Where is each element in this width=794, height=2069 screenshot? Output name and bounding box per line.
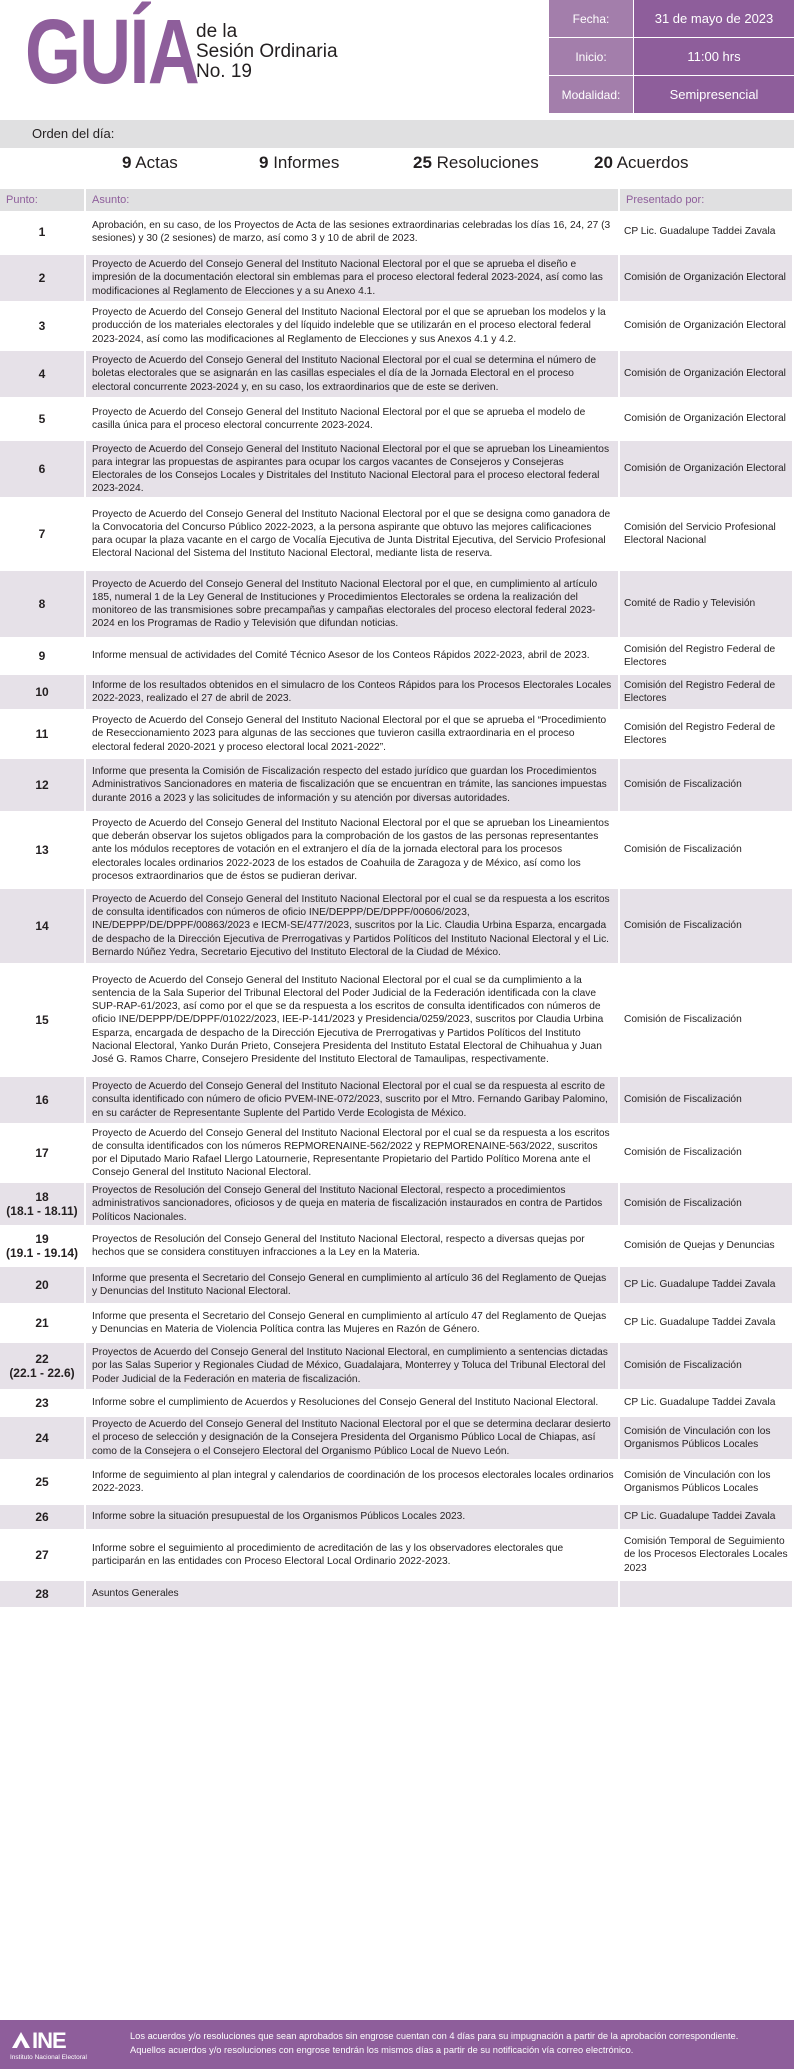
row-punto-number: 10 [35,685,49,699]
row-presentado: Comisión de Organización Electoral [620,255,792,301]
row-punto [0,889,84,963]
count-informes [259,148,339,178]
row-presentado: CP Lic. Guadalupe Taddei Zavala [620,1267,792,1303]
row-presentado: Comisión de Fiscalización [620,965,792,1075]
row-asunto: Proyecto de Acuerdo del Consejo General del Instituto Nacional Electoral por el que se aprueban los modelos y la producción de los materiales electorales y del líquido indeleble que se utilizarán en el proceso electoral federal 2023-2024, así como las modificaciones al Reglamento de Elecciones y sus Anexos 4.1 y 4.2. [86,303,618,349]
ine-logo-mark [10,2028,66,2054]
row-punto-number: 14 [35,919,49,933]
row-presentado: Comisión de Vinculación con los Organismos Públicos Locales [620,1461,792,1503]
table-row [0,303,794,351]
row-punto-number: 4 [38,367,46,381]
row-punto-number: 7 [38,527,46,541]
row-asunto: Proyectos de Acuerdo del Consejo General del Instituto Nacional Electoral, en cumplimiento a sentencias dictadas por las Salas Superior y Regionales Ciudad de México, Guadalajara, Monterrey y Toluca del Tribunal Electoral del Poder Judicial de la Federación en materia de fiscalización. [86,1343,618,1389]
ine-logo [10,2026,120,2064]
count-acuerdos [594,148,689,178]
row-punto [0,1305,84,1341]
agenda-table [0,189,794,1609]
header-punto: Punto: [0,189,84,211]
row-presentado: Comisión de Organización Electoral [620,303,792,349]
row-presentado: Comisión del Servicio Profesional Electoral Nacional [620,499,792,569]
row-punto [0,1461,84,1503]
table-row [0,1183,794,1227]
row-punto-number: 1 [38,225,46,239]
row-asunto: Proyecto de Acuerdo del Consejo General del Instituto Nacional Electoral por el cual se da respuesta al escrito de consulta identificado con número de oficio PVEM-INE-072/2023, suscrito por el Mtro. Fernando Garibay Palomino, en su carácter de Representante Suplente del Partido Verde Ecologista de México. [86,1077,618,1123]
row-asunto: Informe que presenta la Comisión de Fiscalización respecto del estado jurídico que guardan los Procedimientos Administrativos Sancionadores en materia de fiscalización que se encuentran en trámite, las sanciones impuestas durante 2016 a 2023 y las solicitudes de información y su atención por diversas autoridades. [86,759,618,811]
row-presentado: Comité de Radio y Televisión [620,571,792,637]
row-presentado: Comisión de Fiscalización [620,1125,792,1181]
row-presentado: Comisión del Registro Federal de Electores [620,711,792,757]
row-punto [0,1227,84,1265]
row-punto [0,1125,84,1181]
count-label: Acuerdos [616,153,689,172]
row-presentado: Comisión de Fiscalización [620,1343,792,1389]
table-row [0,1391,794,1417]
header [0,0,794,114]
table-row [0,1343,794,1391]
row-asunto: Proyecto de Acuerdo del Consejo General del Instituto Nacional Electoral por el que se aprueba el “Procedimiento de Reseccionamiento 2023 para algunas de las secciones que tuvieron casilla extraordinaria en el proceso electoral federal 2020-2021 y proceso electoral local 2021-2022”. [86,711,618,757]
table-header [0,189,794,211]
table-row [0,889,794,965]
agenda-counts [0,148,794,178]
footer [0,2020,794,2069]
row-presentado: CP Lic. Guadalupe Taddei Zavala [620,1505,792,1529]
table-row [0,1267,794,1305]
agenda-label: Orden del día: [32,126,115,141]
row-punto-number: 17 [35,1146,49,1160]
count-label: Informes [273,153,340,172]
table-row [0,499,794,571]
row-punto-number: 12 [35,778,49,792]
row-punto-number: 16 [35,1093,49,1107]
row-punto [0,639,84,673]
row-asunto: Aprobación, en su caso, de los Proyectos de Acta de las sesiones extraordinarias celebradas los días 16, 24, 27 (3 sesiones) y 30 (2 sesiones) de marzo, así como 3 y 10 de abril de 2023. [86,211,618,253]
row-punto [0,211,84,253]
info-row-inicio [549,38,794,76]
row-punto [0,1267,84,1303]
info-row-modalidad [549,76,794,114]
row-punto [0,965,84,1075]
count-label: Actas [135,153,178,172]
row-punto [0,351,84,397]
row-presentado: Comisión del Registro Federal de Electores [620,675,792,709]
row-punto-number: 23 [35,1396,49,1410]
row-asunto: Informe mensual de actividades del Comité Técnico Asesor de los Conteos Rápidos 2022-2023, abril de 2023. [86,639,618,673]
row-punto-number: 2 [38,271,46,285]
row-punto-number: 20 [35,1278,49,1292]
row-punto-number: 28 [35,1587,49,1601]
row-punto-number: 18 [35,1190,49,1204]
header-presentado: Presentado por: [620,189,792,211]
footer-note [130,2029,790,2057]
row-punto [0,1581,84,1607]
row-punto [0,1417,84,1459]
table-row [0,1125,794,1183]
info-label: Inicio: [549,38,633,75]
row-presentado: Comisión de Fiscalización [620,759,792,811]
row-asunto: Proyecto de Acuerdo del Consejo General del Instituto Nacional Electoral por el cual se da cumplimiento a la sentencia de la Sala Superior del Tribunal Electoral del Poder Judicial de la Federación identificada con la clave SUP-RAP-61/2023, así como por el que se da respuesta a los escritos de consulta identificados con números de oficio INE/DEPPP/DE/DPPF/01022/2023, IEE-P-141/2023 y Presidencia/0259/2023, suscritos por Claudia Urbina Esparza, encargada de despacho de la Dirección Ejecutiva de Prerrogativas y Partidos Políticos del Instituto Nacional Electoral, Yanko Durán Prieto, Consejera Presidenta del Instituto Estatal Electoral de Chihuahua y Juan José G. Ramos Charre, Consejero Presidente del Instituto Electoral de Tamaulipas, respectivamente. [86,965,618,1075]
row-presentado: CP Lic. Guadalupe Taddei Zavala [620,1305,792,1341]
table-row [0,255,794,303]
table-row [0,1417,794,1461]
row-asunto: Informe que presenta el Secretario del Consejo General en cumplimiento al artículo 47 del Reglamento de Quejas y Denuncias en Materia de Violencia Política contra las Mujeres en Razón de Género. [86,1305,618,1341]
row-punto-number: 26 [35,1510,49,1524]
row-presentado: Comisión de Organización Electoral [620,351,792,397]
row-presentado: Comisión de Fiscalización [620,1183,792,1225]
row-punto [0,1391,84,1415]
row-asunto: Proyecto de Acuerdo del Consejo General del Instituto Nacional Electoral por el cual se determina el número de boletas electorales que se asignarán en las casillas especiales el día de la Jornada Electoral en el proceso electoral concurrente 2023-2024 y, en su caso, los extraordinarios que de este se deriven. [86,351,618,397]
agenda-label-bar [0,120,794,148]
row-presentado: Comisión de Vinculación con los Organismos Públicos Locales [620,1417,792,1459]
row-punto [0,399,84,439]
session-subtitle [196,22,338,82]
row-presentado: CP Lic. Guadalupe Taddei Zavala [620,1391,792,1415]
row-punto [0,1505,84,1529]
row-asunto: Informe de los resultados obtenidos en el simulacro de los Conteos Rápidos para los Procesos Electorales Locales 2022-2023, realizado el 27 de abril de 2023. [86,675,618,709]
row-punto-range: (19.1 - 19.14) [5,1246,79,1260]
row-punto-number: 5 [38,412,46,426]
count-actas [122,148,178,178]
table-row [0,675,794,711]
info-value: 31 de mayo de 2023 [633,0,794,37]
row-punto-range: (22.1 - 22.6) [9,1366,75,1380]
table-row [0,1581,794,1609]
table-row [0,211,794,255]
row-asunto: Asuntos Generales [86,1581,618,1607]
subtitle-line-1: de la [196,21,238,42]
table-row [0,1461,794,1505]
row-asunto: Proyecto de Acuerdo del Consejo General del Instituto Nacional Electoral por el que se designa como ganadora de la Convocatoria del Concurso Público 2022-2023, a la persona aspirante que obtuvo las mejores calificaciones para ocupar la plaza vacante en el cargo de Vocalía Ejecutiva de Junta Distrital Ejecutiva, del Servicio Profesional Electoral Nacional del Sistema del Instituto Nacional Electoral, mediante lista de reserva. [86,499,618,569]
row-presentado: CP Lic. Guadalupe Taddei Zavala [620,211,792,253]
table-row [0,441,794,499]
info-label: Fecha: [549,0,633,37]
row-punto-number: 15 [35,1013,49,1027]
footer-note-line-2: Aquellos acuerdos y/o resoluciones con engrose tendrán los mismos días a partir de su notificación vía correo electrónico. [130,2045,634,2055]
count-resoluciones [413,148,539,178]
row-punto-number: 6 [38,462,46,476]
subtitle-line-2: Sesión Ordinaria [196,41,338,62]
row-asunto: Informe sobre el cumplimiento de Acuerdos y Resoluciones del Consejo General del Instituto Nacional Electoral. [86,1391,618,1415]
table-row [0,711,794,759]
row-punto-number: 21 [35,1316,49,1330]
row-punto-number: 19 [35,1232,49,1246]
row-asunto: Proyecto de Acuerdo del Consejo General del Instituto Nacional Electoral por el cual se da respuesta a los escritos de consulta identificados con los números REPMORENAINE-562/2022 y REPMORENAINE-563/2022, suscritos por el Diputado Mario Rafael Llergo Latournerie, Representante Propietario del Partido Político Morena ante el Consejo General del Instituto Nacional Electoral. [86,1125,618,1181]
row-asunto: Proyecto de Acuerdo del Consejo General del Instituto Nacional Electoral por el que, en cumplimiento al artículo 185, numeral 1 de la Ley General de Instituciones y Procedimientos Electorales se ordena la realización del monitoreo de las transmisiones sobre precampañas y campañas electorales del proceso electoral federal 2023-2024 en los Programas de Radio y Televisión que difundan noticias. [86,571,618,637]
table-row [0,813,794,889]
row-punto [0,571,84,637]
row-punto-number: 13 [35,843,49,857]
row-punto-number: 9 [38,649,46,663]
row-punto [0,1183,84,1225]
table-row [0,351,794,399]
guide-title: GUÍA [25,1,199,103]
row-presentado: Comisión de Fiscalización [620,813,792,887]
row-presentado [620,1581,792,1607]
table-row [0,1077,794,1125]
table-row [0,759,794,813]
row-punto [0,759,84,811]
info-value: 11:00 hrs [633,38,794,75]
row-presentado: Comisión de Fiscalización [620,1077,792,1123]
row-asunto: Proyecto de Acuerdo del Consejo General del Instituto Nacional Electoral por el que se aprueba el modelo de casilla única para el proceso electoral concurrente 2023-2024. [86,399,618,439]
row-asunto: Proyectos de Resolución del Consejo General del Instituto Nacional Electoral, respecto a procedimientos administrativos sancionadores, oficiosos y de queja en materia de fiscalización instaurados en contra de Partidos Políticos Nacionales. [86,1183,618,1225]
subtitle-line-3: No. 19 [196,61,252,82]
row-punto [0,1077,84,1123]
row-asunto: Proyecto de Acuerdo del Consejo General del Instituto Nacional Electoral por el que se determina declarar desierto el proceso de selección y designación de la Consejera Presidenta del Organismo Público Local de Chiapas, así como de la Consejera o el Consejero Electoral del Organismo Público Local de Nuevo León. [86,1417,618,1459]
row-presentado: Comisión Temporal de Seguimiento de los Procesos Electorales Locales 2023 [620,1531,792,1579]
table-row [0,1227,794,1267]
row-presentado: Comisión de Quejas y Denuncias [620,1227,792,1265]
row-punto [0,303,84,349]
table-row [0,399,794,441]
row-punto-number: 3 [38,319,46,333]
row-punto-number: 11 [35,727,49,741]
row-punto [0,813,84,887]
row-presentado: Comisión del Registro Federal de Electores [620,639,792,673]
count-label: Resoluciones [436,153,539,172]
table-row [0,639,794,675]
row-punto-number: 27 [35,1548,49,1562]
row-punto-number: 24 [35,1431,49,1445]
row-presentado: Comisión de Organización Electoral [620,441,792,497]
row-asunto: Informe que presenta el Secretario del Consejo General en cumplimiento al artículo 36 del Reglamento de Quejas y Denuncias del Instituto Nacional Electoral. [86,1267,618,1303]
info-value: Semipresencial [633,76,794,113]
row-punto [0,675,84,709]
table-row [0,1505,794,1531]
row-punto-number: 25 [35,1475,49,1489]
table-row [0,1531,794,1581]
table-row [0,1305,794,1343]
table-row [0,965,794,1077]
header-asunto: Asunto: [86,189,618,211]
row-asunto: Informe sobre la situación presupuestal de los Organismos Públicos Locales 2023. [86,1505,618,1529]
row-punto-number: 22 [35,1352,49,1366]
row-asunto: Informe de seguimiento al plan integral y calendarios de coordinación de los procesos electorales locales ordinarios 2022-2023. [86,1461,618,1503]
count-number: 20 [594,153,613,172]
row-punto [0,711,84,757]
row-presentado: Comisión de Organización Electoral [620,399,792,439]
session-info-panel [549,0,794,114]
ine-logo-text: INE [32,2028,66,2053]
row-asunto: Proyectos de Resolución del Consejo General del Instituto Nacional Electoral, respecto a diversas quejas por hechos que se considera constituyen infracciones a la Ley en la Materia. [86,1227,618,1265]
row-asunto: Proyecto de Acuerdo del Consejo General del Instituto Nacional Electoral por el que se aprueban los Lineamientos para integrar las propuestas de aspirantes para ocupar los cargos vacantes de Consejeros y Consejeras Electorales de los Consejos Locales y Distritales del Instituto Nacional Electoral para el proceso electoral federal 2023-2024. [86,441,618,497]
table-row [0,571,794,639]
table-body [0,211,794,1609]
ine-logo-icon [10,2030,32,2050]
row-punto [0,1531,84,1579]
row-asunto: Informe sobre el seguimiento al procedimiento de acreditación de las y los observadores electorales que participarán en las entidades con Proceso Electoral Local Ordinario 2022-2023. [86,1531,618,1579]
row-punto [0,1343,84,1389]
row-asunto: Proyecto de Acuerdo del Consejo General del Instituto Nacional Electoral por el que se aprueban los Lineamientos que deberán observar los sujetos obligados para la comprobación de los gastos de las personas representantes ante los módulos receptores de votación en el extranjero el día de la jornada electoral para los procesos electorales locales ordinarios 2022-2023 de los estados de Coahuila de Zaragoza y de México, así como los procesos extraordinarios que de éstos se pudieran derivar. [86,813,618,887]
row-punto [0,499,84,569]
row-punto-number: 8 [38,597,46,611]
row-asunto: Proyecto de Acuerdo del Consejo General del Instituto Nacional Electoral por el cual se da respuesta a los escritos de consulta identificados con números de oficio INE/DEPPP/DE/DPPF/00606/2023, INE/DEPPP/DE/DPPF/00863/2023 e IECM-SE/477/2023, suscritos por la Lic. Claudia Urbina Esparza, encargada de despacho de la Dirección Ejecutiva de Prerrogativas y Partidos Políticos del Instituto Nacional Electoral y el Lic. Bernardo Núñez Yedra, Secretario Ejecutivo del Instituto Electoral de la Ciudad de México. [86,889,618,963]
ine-logo-subtext: Instituto Nacional Electoral [10,2054,87,2061]
count-number: 9 [259,153,269,172]
count-number: 9 [122,153,132,172]
count-number: 25 [413,153,432,172]
info-row-fecha [549,0,794,38]
info-label: Modalidad: [549,76,633,113]
row-presentado: Comisión de Fiscalización [620,889,792,963]
footer-note-line-1: Los acuerdos y/o resoluciones que sean aprobados sin engrose cuentan con 4 días para su impugnación a partir de la aprobación correspondiente. [130,2031,739,2041]
row-punto [0,441,84,497]
row-punto [0,255,84,301]
row-asunto: Proyecto de Acuerdo del Consejo General del Instituto Nacional Electoral por el que se aprueba el diseño e impresión de la documentación electoral sin emblemas para el proceso electoral federal 2023-2024, así como las modificaciones al Reglamento de Elecciones y a su Anexo 4.1. [86,255,618,301]
row-punto-range: (18.1 - 18.11) [6,1204,78,1218]
